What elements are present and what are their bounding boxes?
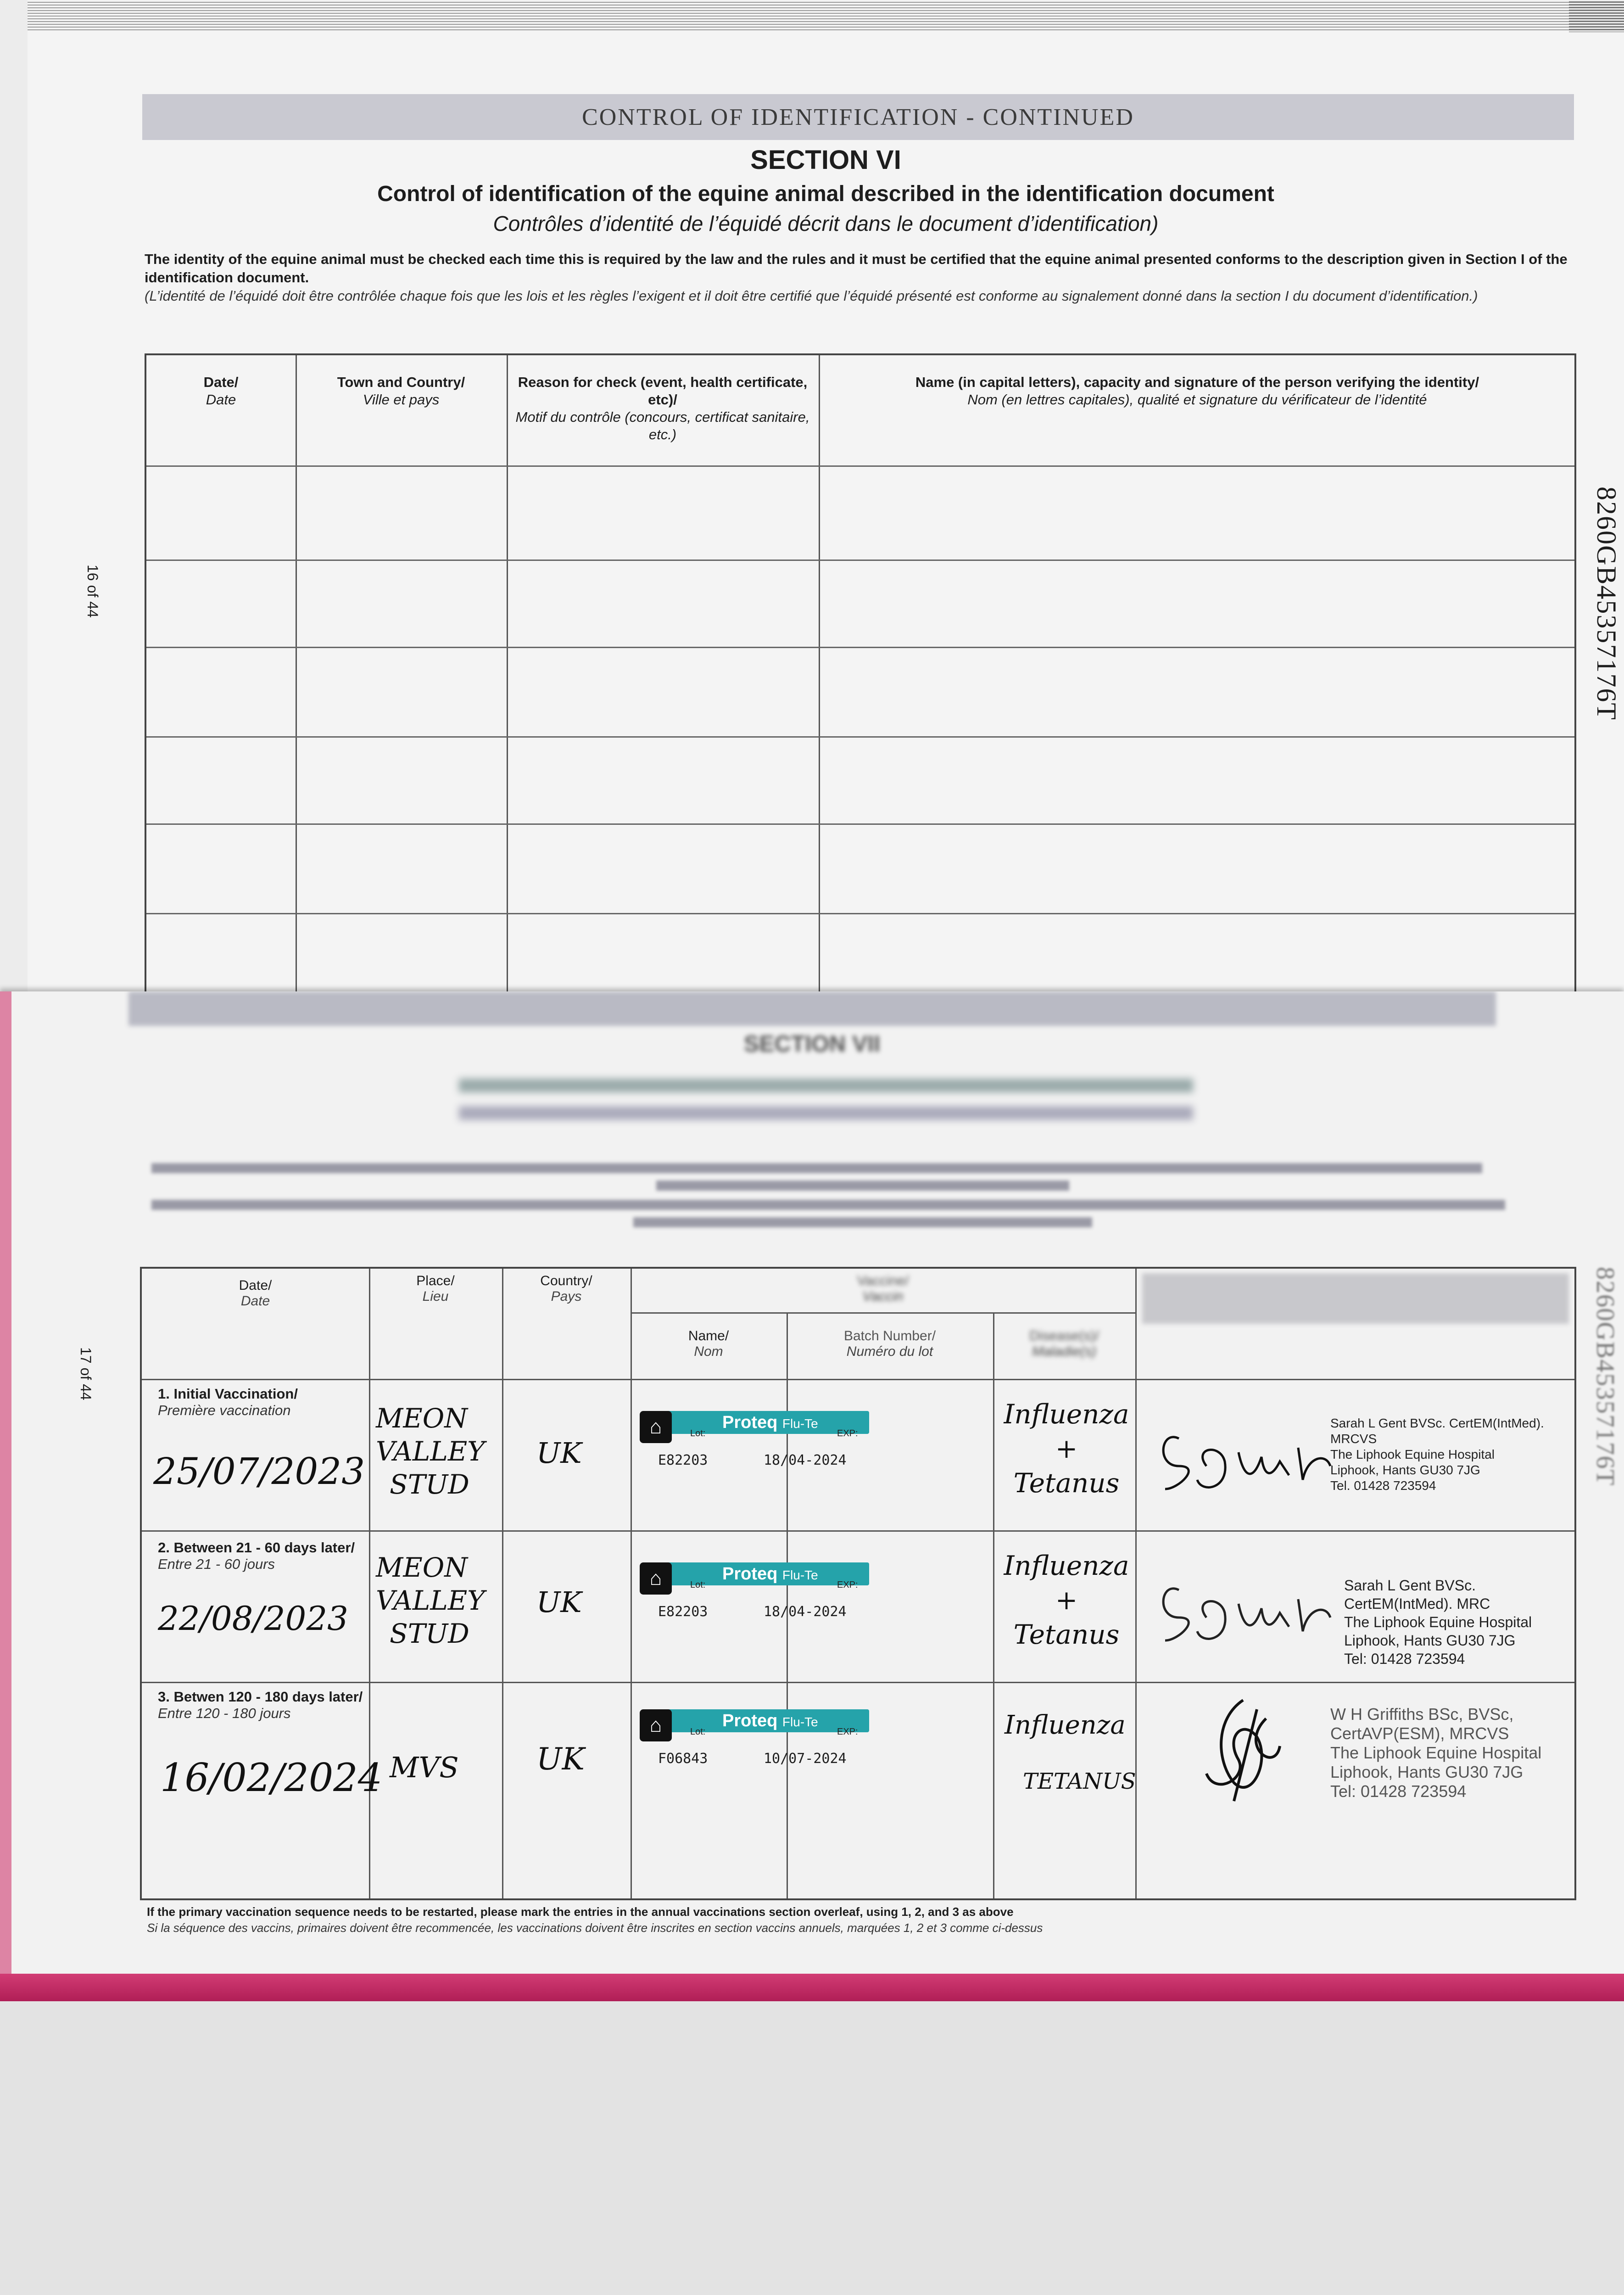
- intro-text-fr: (L’identité de l’équidé doit être contrôlée chaque fois que les lois et les règles l’exigent et il doit être certifié que l’équidé présenté est conforme au signalement donné dans la section I du document d’identification.): [145, 288, 1478, 304]
- row3-stamp: W H Griffiths BSc, BVSc, CertAVP(ESM), MRCVS The Liphook Equine Hospital Liphook, Hants GU30 7JG Tel: 01428 723594: [1330, 1705, 1542, 1801]
- col-header-disease: Disease(s)/ Maladie(s): [1029, 1328, 1099, 1359]
- footnote-en: If the primary vaccination sequence needs to be restarted, please mark the entries in the annual vaccinations section overleaf, using 1, 2, and 3 as above: [147, 1905, 1014, 1919]
- section-subtitle-fr: [459, 1106, 1193, 1120]
- page-corner: [1569, 0, 1624, 32]
- proteq-logo-icon: ⌂: [640, 1562, 672, 1595]
- row3-signature: [1188, 1691, 1298, 1810]
- ueln-number: 8260GB45357176T: [1591, 487, 1622, 721]
- row2-place: MEON VALLEY STUD: [376, 1552, 485, 1649]
- identity-check-table: [145, 353, 1576, 1005]
- row1-batch: E82203: [658, 1452, 708, 1468]
- cover-edge: [0, 991, 11, 2001]
- row2-expiry: 18/04-2024: [764, 1604, 847, 1620]
- col-header-town: Town and Country/ Ville et pays: [337, 374, 465, 408]
- row2-signature: [1151, 1567, 1335, 1650]
- col-header-verifier: Name (in capital letters), capacity and signature of the person verifying the identity/ Nom (en lettres capitales), qualité et signature du vérificateur de l’identité: [915, 374, 1479, 408]
- vaccination-record-fr: [151, 1196, 1574, 1231]
- row1-expiry: 18/04-2024: [764, 1452, 847, 1468]
- proteq-logo-icon: ⌂: [640, 1709, 672, 1741]
- col-header-date: Date/ Date: [203, 374, 239, 408]
- row1-signature: [1151, 1411, 1335, 1503]
- row1-vaccine-label: ⌂ Proteq Flu-Te Lot: EXP: E82203 18/04-2024: [640, 1411, 878, 1480]
- footnote-fr: Si la séquence des vaccins, primaires doivent être recommencée, les vaccinations doivent être inscrites en section vaccins annuels, marquées 1, 2 et 3 comme ci-dessus: [147, 1921, 1043, 1935]
- col-header-reason: Reason for check (event, health certificate, etc)/ Motif du contrôle (concours, certificat sanitaire, etc.): [515, 374, 810, 442]
- col-header-date: Date/ Date: [239, 1278, 272, 1309]
- row2-date: 22/08/2023: [158, 1599, 348, 1638]
- row-label-initial: 1. Initial Vaccination/ Première vaccination: [158, 1386, 298, 1418]
- section-banner-text: CONTROL OF IDENTIFICATION - CONTINUED: [582, 104, 1134, 130]
- page-16: [28, 0, 1624, 1010]
- row1-stamp: Sarah L Gent BVSc. CertEM(IntMed). MRCVS The Liphook Equine Hospital Liphook, Hants GU30 7JG Tel. 01428 723594: [1330, 1416, 1544, 1493]
- page-number: 16 of 44: [84, 565, 101, 618]
- scanner-background: [0, 2001, 1624, 2295]
- row1-disease: Influenza + Tetanus: [1004, 1399, 1129, 1499]
- row1-date: 25/07/2023: [153, 1450, 365, 1493]
- section-heading-fr: Contrôles d’identité de l’équidé décrit dans le document d’identification): [493, 212, 1159, 235]
- page-top-edge: [28, 0, 1624, 32]
- page-17: [0, 991, 1624, 2001]
- ueln-number: 8260GB45357176T: [1591, 1267, 1619, 1486]
- passport-cover: [0, 1974, 1624, 2001]
- col-header-batch: Batch Number/ Numéro du lot: [843, 1328, 936, 1359]
- row1-country: UK: [536, 1436, 582, 1470]
- row2-stamp: Sarah L Gent BVSc. CertEM(IntMed). MRC The Liphook Equine Hospital Liphook, Hants GU30 7JG Tel: 01428 723594: [1344, 1577, 1532, 1667]
- row3-expiry: 10/07-2024: [764, 1751, 847, 1767]
- row2-vaccine-label: ⌂ Proteq Flu-Te Lot: EXP: E82203 18/04-2024: [640, 1562, 878, 1631]
- col-header-name: Name/ Nom: [688, 1328, 729, 1359]
- page-number: 17 of 44: [78, 1347, 94, 1400]
- vaccination-record-en: [151, 1159, 1574, 1194]
- row1-place: MEON VALLEY STUD: [376, 1403, 485, 1500]
- row3-country: UK: [536, 1741, 585, 1777]
- section-title-vii: SECTION VII: [743, 1031, 881, 1057]
- col-header-practice-stamp: [1142, 1273, 1569, 1324]
- row2-country: UK: [536, 1585, 582, 1619]
- row3-vaccine-label: ⌂ Proteq Flu-Te Lot: EXP: F06843 10/07-2024: [640, 1709, 878, 1778]
- section-title: SECTION VI: [750, 145, 901, 175]
- vaccination-table: [140, 1267, 1576, 1900]
- row2-batch: E82203: [658, 1604, 708, 1620]
- col-header-country: Country/ Pays: [540, 1273, 592, 1304]
- section-banner: [142, 94, 1574, 140]
- proteq-logo-icon: ⌂: [640, 1411, 672, 1443]
- row2-disease: Influenza + Tetanus: [1004, 1550, 1129, 1650]
- vaccination-banner: [128, 991, 1496, 1026]
- intro-text-en: The identity of the equine animal must be checked each time this is required by the law and the rules and it must be certified that the equine animal presented conforms to the description given in Section I of the identification document.: [145, 251, 1568, 285]
- col-header-place: Place/ Lieu: [416, 1273, 455, 1304]
- row3-batch: F06843: [658, 1751, 708, 1767]
- row-label-third: 3. Betwen 120 - 180 days later/ Entre 120 - 180 jours: [158, 1689, 363, 1721]
- row-label-second: 2. Between 21 - 60 days later/ Entre 21 - 60 jours: [158, 1539, 355, 1572]
- section-heading-en: Control of identification of the equine animal described in the identification document: [377, 182, 1274, 206]
- row3-disease: Influenza TETANUS: [1005, 1710, 1136, 1794]
- section-subtitle-en: [459, 1079, 1193, 1092]
- row3-date: 16/02/2024: [160, 1755, 383, 1800]
- row3-place: MVS: [390, 1751, 459, 1784]
- col-header-vaccine: Vaccine/ Vaccin: [857, 1273, 909, 1304]
